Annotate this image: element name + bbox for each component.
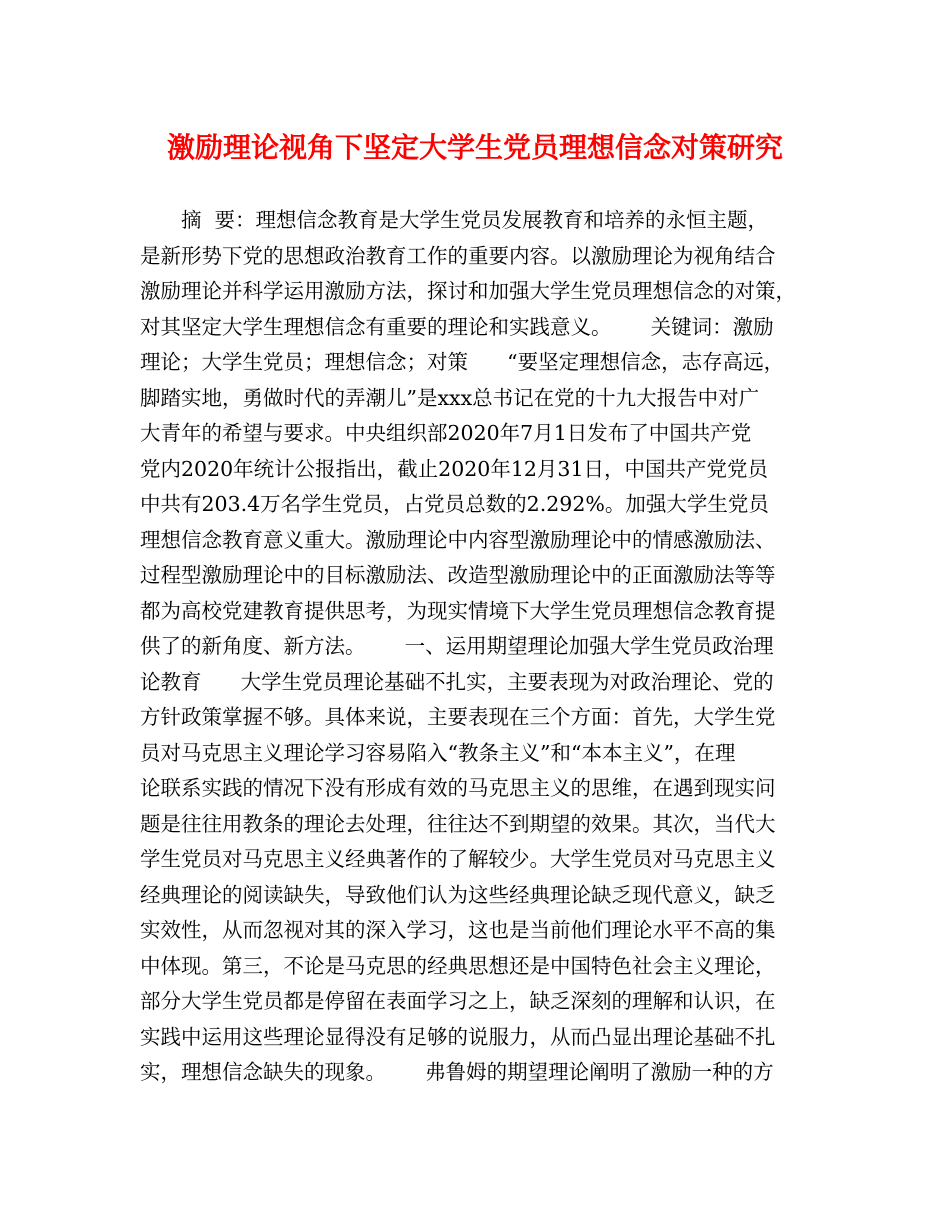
body-line: 经典理论的阅读缺失，导致他们认为这些经典理论缺乏现代意义，缺乏: [140, 882, 776, 907]
body-line: 激励理论并科学运用激励方法，探讨和加强大学生党员理想信念的对策，: [140, 279, 796, 303]
body-line: 学生党员对马克思主义经典著作的了解较少。大学生党员对马克思主义: [140, 847, 776, 871]
body-line: 党内2020年统计公报指出，截止2020年12月31日，中国共产党党员: [140, 456, 769, 481]
body-line: 摘 要：理想信念教育是大学生党员发展教育和培养的永恒主题，: [181, 208, 769, 232]
body-line: 脚踏实地，勇做时代的弄潮儿”是xxx总书记在党的十九大报告中对广: [140, 385, 760, 410]
body-line: 方针政策掌握不够。具体来说，主要表现在三个方面：首先，大学生党: [140, 705, 776, 729]
body-line: 题是往往用教条的理论去处理，往往达不到期望的效果。其次，当代大: [140, 811, 776, 836]
body-line: 实效性，从而忽视对其的深入学习，这也是当前他们理论水平不高的集: [140, 918, 776, 942]
body-line: 理想信念教育意义重大。激励理论中内容型激励理论中的情感激励法、: [140, 527, 776, 552]
body-line: 供了的新角度、新方法。 一、运用期望理论加强大学生党员政治理: [140, 634, 774, 658]
body-line: 大青年的希望与要求。中央组织部2020年7月1日发布了中国共产党: [140, 421, 752, 445]
body-line: 是新形势下党的思想政治教育工作的重要内容。以激励理论为视角结合: [140, 243, 776, 268]
body-line: 实践中运用这些理论显得没有足够的说服力，从而凸显出理论基础不扎: [140, 1024, 776, 1049]
body-line: 中共有203.4万名学生党员，占党员总数的2.292%。加强大学生党员: [140, 492, 769, 516]
body-line: 实，理想信念缺失的现象。 弗鲁姆的期望理论阐明了激励一种的方: [140, 1060, 774, 1084]
body-line: 论教育 大学生党员理论基础不扎实，主要表现为对政治理论、党的: [140, 669, 774, 694]
body-line: 员对马克思主义理论学习容易陷入“教条主义”和“本本主义”，在理: [140, 740, 736, 765]
document-title: 激励理论视角下坚定大学生党员理想信念对策研究: [166, 131, 783, 164]
body-line: 理论；大学生党员；理想信念；对策 “要坚定理想信念，志存高远，: [140, 350, 785, 374]
body-line: 过程型激励理论中的目标激励法、改造型激励理论中的正面激励法等等: [140, 563, 776, 587]
body-line: 部分大学生党员都是停留在表面学习之上，缺乏深刻的理解和认识，在: [140, 989, 776, 1013]
body-line: 对其坚定大学生理想信念有重要的理论和实践意义。 关键词：激励: [140, 314, 774, 339]
document-body: [140, 203, 820, 1091]
body-line: 都为高校党建教育提供思考，为现实情境下大学生党员理想信念教育提: [140, 598, 776, 623]
body-line: 论联系实践的情况下没有形成有效的马克思主义的思维，在遇到现实问: [140, 776, 776, 800]
body-line: 中体现。第三，不论是马克思的经典思想还是中国特色社会主义理论，: [140, 953, 776, 978]
